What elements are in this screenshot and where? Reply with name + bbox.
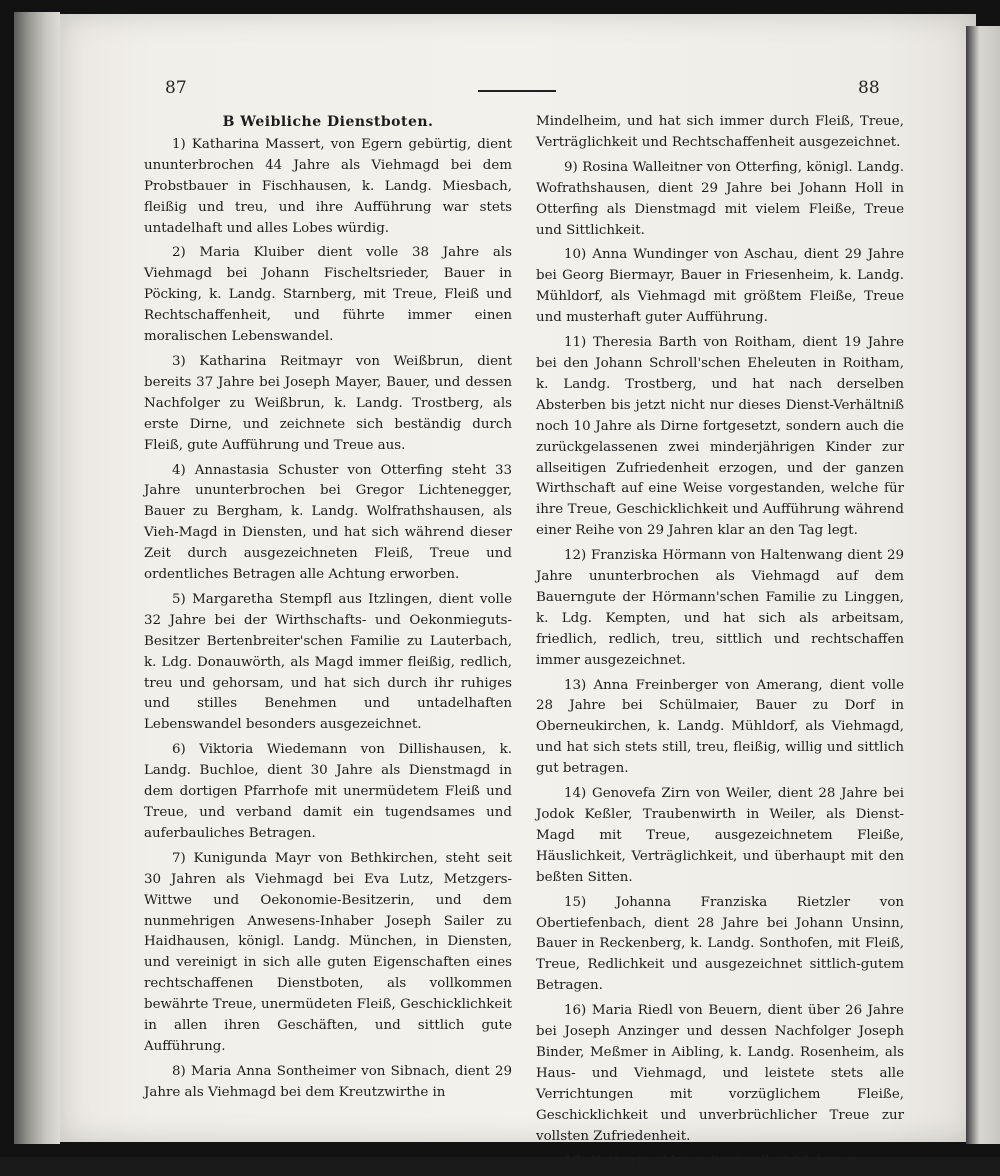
entry-paragraph: 11) Theresia Barth von Roitham, dient 19 Jahre bei den Johann Schroll'schen Eheleuten in Roitham, k. Landg. Trostberg, und hat nach derselben Absterben bis jetzt nicht nur dieses Dienst-Verhältniß noch 10 Jahre als Dirne fortgesetzt, sondern auch die zurückgelassenen zwei minderjährigen Kinder zur allseitigen Zufriedenheit erzogen, und der ganzen Wirthschaft auf eine Weise vorgestanden, welche für ihre Treue, Geschicklichkeit und Aufführung während einer Reihe von 29 Jahren klar an den Tag legt.: [536, 335, 904, 539]
entry-paragraph: 16) Maria Riedl von Beuern, dient über 26 Jahre bei Joseph Anzinger und dessen Nachfolger Joseph Binder, Meßmer in Aibling, k. Landg. Rosenheim, als Haus- und Viehmagd, und leistete stets alle Verrichtungen mit vorzüglichem Fleiße, Geschicklichkeit und unverbrüchlicher Treue zur vollsten Zufriedenheit.: [536, 1003, 904, 1144]
entry-paragraph: 5) Margaretha Stempfl aus Itzlingen, dient volle 32 Jahre bei der Wirthschafts- und Oekonmieguts-Besitzer Bertenbreiter'schen Familie zu Lauterbach, k. Ldg. Donauwörth, als Magd immer fleißig, redlich, treu und gehorsam, und hat sich durch ihr ruhiges und stilles Benehmen und untadelhaften Lebenswandel besonders ausgezeichnet.: [144, 591, 512, 733]
entry-paragraph: 14) Genovefa Zirn von Weiler, dient 28 Jahre bei Jodok Keßler, Traubenwirth in Weiler, als Dienst-Magd mit Treue, ausgezeichnetem Fleiße, Häuslichkeit, Verträglichkeit, und überhaupt mit den beßten Sitten.: [536, 786, 904, 885]
entry-paragraph: 10) Anna Wundinger von Aschau, dient 29 Jahre bei Georg Biermayr, Bauer in Friesenheim, k. Landg. Mühldorf, als Viehmagd mit größtem Fleiße, Treue und musterhaft guter Aufführung.: [536, 247, 904, 326]
entry-paragraph: 2) Maria Kluiber dient volle 38 Jahre als Viehmagd bei Johann Fischeltsrieder, Bauer in Pöcking, k. Landg. Starnberg, mit Treue, Fleiß und Rechtschaffenheit, und führte immer einen moralischen Lebenswandel.: [144, 245, 512, 345]
entry-paragraph: 15) Johanna Franziska Rietzler von Obertiefenbach, dient 28 Jahre bei Johann Unsinn, Bauer in Reckenberg, k. Landg. Sonthofen, mit Fleiß, Treue, Redlichkeit und ausgezeichnet sittlich-gutem Betragen.: [536, 894, 904, 994]
entry-paragraph: 8) Maria Anna Sontheimer von Sibnach, dient 29 Jahre als Viehmagd bei dem Kreutzwirthe in: [144, 1063, 512, 1100]
header-rule: [478, 90, 556, 92]
section-heading: B Weibliche Dienstboten.: [222, 114, 434, 130]
entry-paragraph: 1) Katharina Massert, von Egern gebürtig, dient ununterbrochen 44 Jahre als Viehmagd bei dem Probstbauer in Fischhausen, k. Landg. Miesbach, fleißig und treu, und ihre Aufführung war stets untadelhaft und alles Lobes würdig.: [144, 136, 512, 236]
entry-paragraph: 13) Anna Freinberger von Amerang, dient volle 28 Jahre bei Schülmaier, Bauer zu Dorf in Oberneukirchen, k. Landg. Mühldorf, als Viehmagd, und hat sich stets still, treu, fleißig, willig und sittlich gut betragen.: [536, 677, 904, 777]
entry-paragraph: 7) Kunigunda Mayr von Bethkirchen, steht seit 30 Jahren als Viehmagd bei Eva Lutz, Metzgers-Wittwe und Oekonomie-Besitzerin, und dem nunmehrigen Anwesens-Inhaber Joseph Sailer zu Haidhausen, königl. Landg. München, in Diensten, und vereinigt in sich alle guten Eigenschaften eines rechtschaffenen Dienstboten, als vollkommen bewährte Treue, unermüdeten Fleiß, Geschicklichkeit in allen ihren Geschäften, und sittlich gute Aufführung.: [144, 850, 512, 1054]
right-column: [536, 112, 904, 1176]
entry-paragraph: 9) Rosina Walleitner von Otterfing, königl. Landg. Wofrathshausen, dient 29 Jahre bei Johann Holl in Otterfing als Dienstmagd mit vielem Fleiße, Treue und Sittlichkeit.: [536, 159, 904, 238]
left-column: [144, 112, 512, 1108]
entry-paragraph: 17) Katharina Maier dient volle 26 Jahre un-: [564, 1153, 866, 1169]
entry-paragraph: 12) Franziska Hörmann von Haltenwang dient 29 Jahre ununterbrochen als Viehmagd auf dem Bauerngute der Hörmann'schen Familie zu Linggen, k. Ldg. Kempten, und hat sich als arbeitsam, friedlich, redlich, treu, sittlich und rechtschaffen immer ausgezeichnet.: [536, 548, 904, 668]
next-page-edge: [966, 26, 1000, 1144]
entry-paragraph: 6) Viktoria Wiedemann von Dillishausen, k. Landg. Buchloe, dient 30 Jahre als Dienstmagd in dem dortigen Pfarrhofe mit unermüdetem Fleiß und Treue, und verband damit ein tugendsames und auferbauliches Betragen.: [144, 742, 512, 841]
entry-paragraph: 3) Katharina Reitmayr von Weißbrun, dient bereits 37 Jahre bei Joseph Mayer, Bauer, und dessen Nachfolger zu Weißbrun, k. Landg. Trostberg, als erste Dirne, und zeichnete sich beständig durch Fleiß, gute Aufführung und Treue aus.: [144, 353, 512, 453]
right-page-number: 88: [858, 78, 880, 98]
continued-paragraph: Mindelheim, und hat sich immer durch Fleiß, Treue, Verträglichkeit und Rechtschaffenheit ausgezeichnet.: [536, 114, 904, 150]
entry-paragraph: 4) Annastasia Schuster von Otterfing steht 33 Jahre ununterbrochen bei Gregor Lichtenegger, Bauer zu Bergham, k. Landg. Wolfrathshausen, als Vieh-Magd in Diensten, und hat sich während dieser Zeit durch ausgezeichneten Fleiß, Treue und ordentliches Betragen alle Achtung erworben.: [144, 462, 512, 583]
left-page-number: 87: [165, 78, 187, 98]
book-spine-edge: [14, 12, 60, 1144]
